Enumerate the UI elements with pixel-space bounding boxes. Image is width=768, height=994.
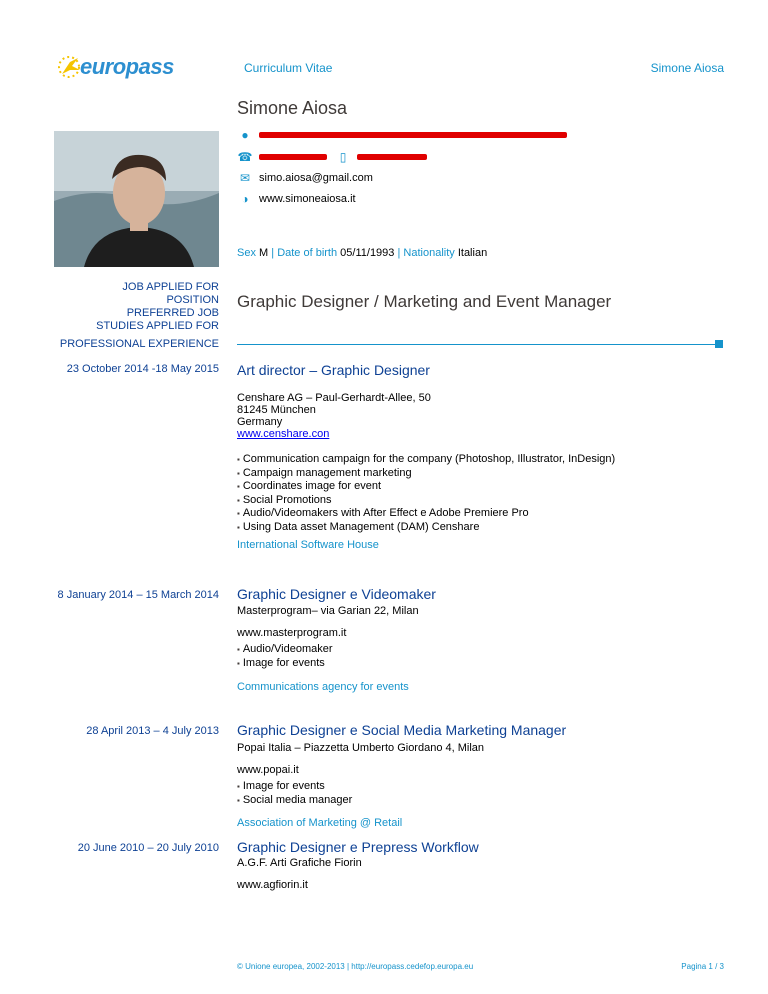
company-link[interactable]: www.masterprogram.it bbox=[237, 627, 347, 639]
company-link[interactable]: www.censhare.con bbox=[237, 428, 330, 440]
redacted-address bbox=[259, 132, 567, 138]
bullet-item: ▪ Audio/Videomakers with After Effect e Adobe Premiere Pro bbox=[237, 507, 615, 521]
experience-title: Art director – Graphic Designer bbox=[237, 362, 430, 378]
experience-date: 28 April 2013 – 4 July 2013 bbox=[86, 725, 219, 737]
section-divider-square bbox=[715, 340, 723, 348]
job-title: Graphic Designer / Marketing and Event Manager bbox=[237, 292, 612, 311]
bullet-item: ▪ Social Promotions bbox=[237, 494, 615, 508]
experience-company: Masterprogram– via Garian 22, Milan bbox=[237, 605, 419, 617]
phone-icon: ☎ bbox=[237, 150, 253, 164]
email-address[interactable]: simo.aiosa@gmail.com bbox=[259, 172, 373, 184]
experience-date: 20 June 2010 – 20 July 2010 bbox=[77, 842, 219, 854]
experience-title: Graphic Designer e Social Media Marketing Manager bbox=[237, 722, 567, 738]
job-label-line4: STUDIES APPLIED FOR bbox=[96, 320, 219, 332]
mobile-icon: ▯ bbox=[339, 150, 347, 164]
experience-company bbox=[237, 392, 431, 440]
company-line: Germany bbox=[237, 416, 283, 428]
experience-date: 8 January 2014 – 15 March 2014 bbox=[57, 589, 219, 601]
section-title-experience: PROFESSIONAL EXPERIENCE bbox=[59, 338, 219, 350]
email-icon: ✉ bbox=[239, 171, 251, 185]
bullet-item: ▪ Image for events bbox=[237, 657, 333, 671]
profile-photo-image bbox=[54, 131, 219, 267]
footer-copyright: © Unione europea, 2002-2013 | http://europass.cedefop.europa.eu bbox=[237, 962, 474, 971]
experience-sector: Association of Marketing @ Retail bbox=[237, 817, 403, 829]
personal-details: Sex M | Date of birth 05/11/1993 | Nationality Italian bbox=[237, 247, 488, 259]
location-pin-icon: ● bbox=[241, 128, 249, 142]
experience-company: A.G.F. Arti Grafiche Fiorin bbox=[237, 857, 362, 869]
company-link[interactable]: www.agfiorin.it bbox=[237, 879, 308, 891]
sex-label: Sex bbox=[237, 247, 256, 259]
website-row bbox=[237, 192, 356, 206]
job-label-line2: POSITION bbox=[166, 294, 219, 306]
bullet-item: ▪ Coordinates image for event bbox=[237, 480, 615, 494]
profile-photo bbox=[54, 131, 219, 267]
experience-bullets bbox=[237, 643, 333, 670]
experience-sector: Communications agency for events bbox=[237, 681, 409, 693]
experience-title: Graphic Designer e Prepress Workflow bbox=[237, 839, 479, 855]
company-line: 81245 München bbox=[237, 404, 316, 416]
job-label-line1: JOB APPLIED FOR bbox=[122, 281, 219, 293]
dob-label: Date of birth bbox=[277, 247, 338, 259]
section-divider bbox=[237, 344, 715, 345]
phone-row bbox=[237, 150, 427, 164]
dob-value: 05/11/1993 bbox=[340, 247, 395, 259]
company-link[interactable]: www.popai.it bbox=[237, 764, 299, 776]
redacted-phone bbox=[259, 154, 327, 160]
nationality-value: Italian bbox=[457, 247, 488, 259]
bullet-item: ▪ Campaign management marketing bbox=[237, 467, 615, 481]
bullet-item: ▪ Audio/Videomaker bbox=[237, 643, 333, 657]
bullet-item: ▪ Image for events bbox=[237, 780, 352, 794]
document-title: Curriculum Vitae bbox=[244, 61, 333, 75]
address-row bbox=[237, 128, 567, 142]
job-label-line3: PREFERRED JOB bbox=[126, 307, 219, 319]
experience-sector: International Software House bbox=[237, 539, 379, 551]
experience-bullets bbox=[237, 780, 352, 807]
bullet-item: ▪ Social media manager bbox=[237, 794, 352, 808]
sex-value: M bbox=[259, 247, 269, 259]
header-name: Simone Aiosa bbox=[650, 61, 724, 75]
bullet-item: ▪ Using Data asset Management (DAM) Censhare bbox=[237, 521, 615, 535]
applicant-name: Simone Aiosa bbox=[237, 98, 348, 118]
website-address[interactable]: www.simoneaiosa.it bbox=[259, 193, 356, 205]
redacted-mobile bbox=[357, 154, 427, 160]
experience-date: 23 October 2014 -18 May 2015 bbox=[66, 363, 219, 375]
experience-company: Popai Italia – Piazzetta Umberto Giordano 4, Milan bbox=[237, 742, 485, 754]
job-applied-label bbox=[96, 281, 219, 333]
email-row bbox=[237, 171, 373, 185]
experience-bullets bbox=[237, 453, 615, 534]
bullet-item: ▪ Communication campaign for the company (Photoshop, Illustrator, InDesign) bbox=[237, 453, 615, 467]
logo-text: europass bbox=[80, 54, 174, 79]
experience-title: Graphic Designer e Videomaker bbox=[237, 586, 436, 602]
page-number: Pagina 1 / 3 bbox=[681, 962, 724, 971]
company-line: Censhare AG – Paul-Gerhardt-Allee, 50 bbox=[237, 392, 431, 404]
globe-icon: ◑ bbox=[241, 192, 249, 206]
nationality-label: Nationality bbox=[403, 247, 455, 259]
